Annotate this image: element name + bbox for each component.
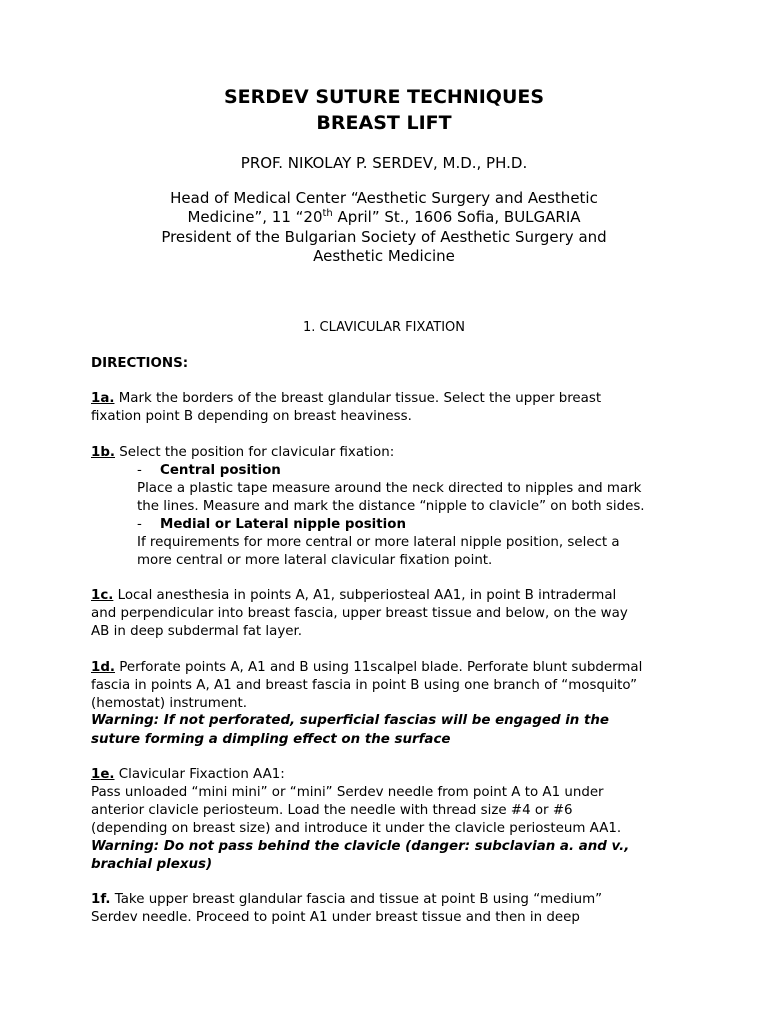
central-position-title: Central position [160, 463, 281, 478]
step-1e-text: Clavicular Fixaction AA1: [114, 767, 285, 782]
step-1a-text: Mark the borders of the breast glandular tissue. Select the upper breast [114, 391, 602, 406]
medial-lateral-line-1: If requirements for more central or more lateral nipple position, select a [137, 535, 620, 550]
step-1e-line-4: (depending on breast size) and introduce it under the clavicle periosteum AA1. [91, 821, 622, 836]
bullet-medial-lateral-position [137, 516, 406, 534]
step-1a-line-1 [91, 390, 601, 408]
affiliation-line-4: Aesthetic Medicine [313, 247, 455, 265]
step-1b-text: Select the position for clavicular fixation: [115, 445, 395, 460]
section-heading: 1. CLAVICULAR FIXATION [303, 320, 465, 335]
affiliation-line-1: Head of Medical Center “Aesthetic Surgery and Aesthetic [170, 189, 598, 207]
step-1c-line-1 [91, 587, 616, 605]
step-1e-line-2: Pass unloaded “mini mini” or “mini” Serdev needle from point A to A1 under [91, 785, 604, 800]
directions-label: DIRECTIONS: [91, 356, 189, 371]
step-1a-line-2: fixation point B depending on breast heaviness. [91, 409, 412, 424]
step-1f-label: 1f. [91, 892, 111, 907]
document-title-line-1: SERDEV SUTURE TECHNIQUES [223, 86, 545, 108]
step-1c-text: Local anesthesia in points A, A1, subperiosteal AA1, in point B intradermal [113, 588, 617, 603]
step-1d-text: Perforate points A, A1 and B using 11scalpel blade. Perforate blunt subdermal [115, 660, 643, 675]
warning-perforation-line-2: suture forming a dimpling effect on the surface [91, 732, 451, 747]
step-1f-text: Take upper breast glandular fascia and tissue at point B using “medium” [110, 892, 603, 907]
step-1e-label: 1e. [91, 767, 115, 782]
step-1e-line-1 [91, 766, 285, 784]
affiliation-line-2 [0, 207, 768, 227]
warning-clavicle-line-1: Warning: Do not pass behind the clavicle (danger: subclavian a. and v., [91, 839, 630, 854]
step-1d-line-1 [91, 659, 642, 677]
warning-perforation-line-1: Warning: If not perforated, superficial fascias will be engaged in the [91, 713, 610, 728]
affiliation-superscript: th [322, 208, 333, 219]
step-1d-line-2: fascia in points A, A1 and breast fascia in point B using one branch of “mosquito” [91, 678, 638, 693]
affiliation-line-2-end: April” St., 1606 Sofia, BULGARIA [332, 208, 581, 226]
warning-clavicle-line-2: brachial plexus) [91, 857, 213, 872]
medial-lateral-line-2: more central or more lateral clavicular fixation point. [137, 553, 493, 568]
affiliation-line-3: President of the Bulgarian Society of Aesthetic Surgery and [161, 228, 607, 246]
step-1c-line-2: and perpendicular into breast fascia, upper breast tissue and below, on the way [91, 606, 628, 621]
step-1d-line-3: (hemostat) instrument. [91, 696, 248, 711]
bullet-dash: - [137, 517, 142, 532]
step-1b-line-1 [91, 444, 394, 462]
step-1e-line-3: anterior clavicle periosteum. Load the needle with thread size #4 or #6 [91, 803, 573, 818]
medial-lateral-title: Medial or Lateral nipple position [160, 517, 406, 532]
step-1d-label: 1d. [91, 660, 115, 675]
central-position-line-2: the lines. Measure and mark the distance “nipple to clavicle” on both sides. [137, 499, 645, 514]
bullet-dash: - [137, 463, 142, 478]
step-1c-line-3: AB in deep subdermal fat layer. [91, 624, 303, 639]
step-1f-line-2: Serdev needle. Proceed to point A1 under breast tissue and then in deep [91, 910, 580, 925]
author-name: PROF. NIKOLAY P. SERDEV, M.D., PH.D. [240, 154, 528, 172]
affiliation-line-2-start: Medicine”, 11 “20 [187, 208, 323, 226]
bullet-central-position [137, 462, 281, 480]
step-1f-line-1 [91, 891, 602, 909]
document-title-line-2: BREAST LIFT [316, 112, 452, 134]
step-1b-label: 1b. [91, 445, 115, 460]
step-1c-label: 1c. [91, 588, 114, 603]
step-1a-label: 1a. [91, 391, 115, 406]
central-position-line-1: Place a plastic tape measure around the neck directed to nipples and mark [137, 481, 642, 496]
